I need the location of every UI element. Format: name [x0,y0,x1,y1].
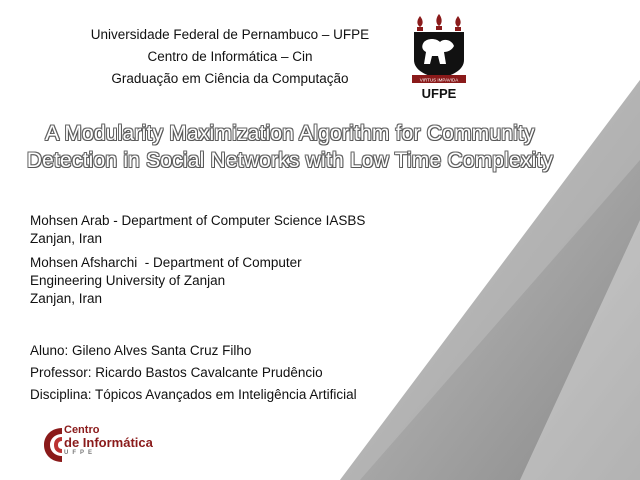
university-name: Universidade Federal de Pernambuco – UFPE [90,27,370,42]
author-2-line-2: Engineering University of Zanjan [30,273,226,288]
author-1-line-2: Zanjan, Iran [30,231,103,246]
student-line: Aluno: Gileno Alves Santa Cruz Filho [30,343,252,358]
discipline-line: Disciplina: Tópicos Avançados em Inteligência Artificial [30,387,357,402]
ufpe-crest-logo [406,12,472,104]
cin-logo-line-3: UFPE [64,450,97,456]
title-line-2: Detection in Social Networks with Low Time Complexity [26,149,554,172]
flame-icons [417,14,461,31]
center-name: Centro de Informática – Cin [147,49,313,64]
cin-logo-line-1: Centro [64,424,100,436]
author-1-line-1: Mohsen Arab - Department of Computer Science IASBS [30,213,366,228]
course-name: Graduação em Ciência da Computação [111,71,349,86]
title-line-1: A Modularity Maximization Algorithm for Community [45,122,535,145]
motto-text: VIRTUS IMPAVIDA [419,77,459,83]
cin-logo-text [64,424,153,457]
course-info [30,341,357,407]
professor-line: Professor: Ricardo Bastos Cavalcante Prudêncio [30,365,323,380]
cin-logo-line-2: de Informática [64,435,153,450]
author-2-line-1: Mohsen Afsharchi - Department of Computer [30,255,302,270]
authors-block [30,212,365,308]
institution-header [60,24,400,90]
ufpe-logo-text: UFPE [421,86,457,101]
author-2-line-3: Zanjan, Iran [30,291,103,306]
slide-title [0,120,580,174]
